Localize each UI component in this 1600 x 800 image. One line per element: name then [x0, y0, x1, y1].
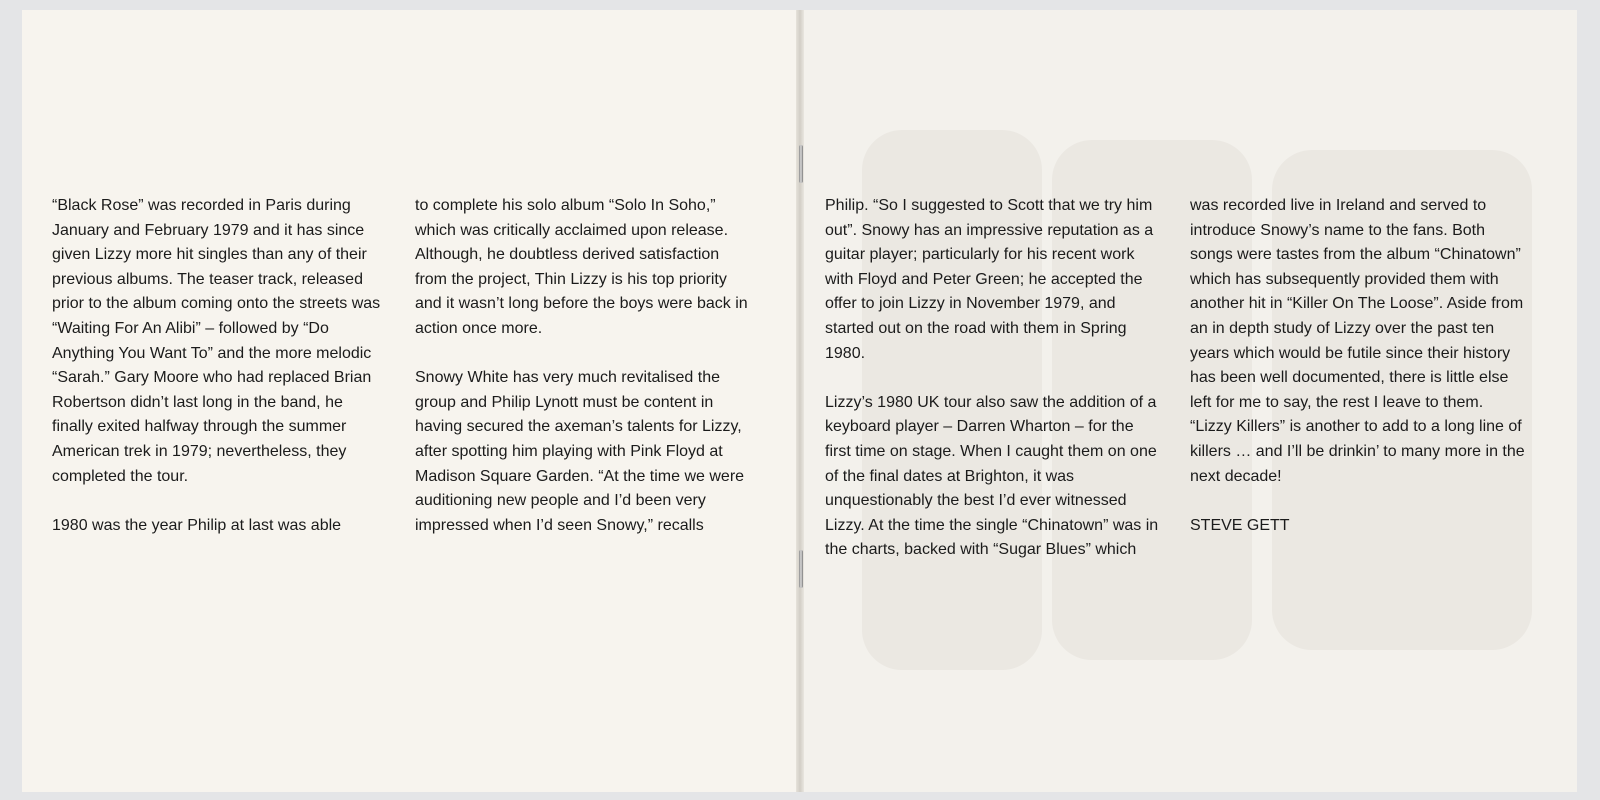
staple-top — [799, 145, 803, 183]
paragraph: to complete his solo album “Solo In Soho,” which was critically acclaimed upon release. Although, he doubtless derived satisfaction from the project, Thin Lizzy is his top priority and it wasn’t long before the boys were back in action once more. — [415, 197, 748, 337]
paragraph: was recorded live in Ireland and served to introduce Snowy’s name to the fans. Both songs were tastes from the album “Chinatown” which has subsequently provided them with another hit in “Killer On The Loose”. Aside from an in depth study of Lizzy over the past ten years which would be futile since their history has been well documented, there is little else left for me to say, the rest I leave to them. “Lizzy Killers” is another to add to a long line of killers … and I’ll be drinkin’ to many more in the next decade! — [1190, 197, 1525, 485]
text-column-3 — [825, 194, 1160, 563]
text-column-2 — [415, 194, 750, 538]
booklet-spine — [796, 10, 804, 792]
paragraph: “Black Rose” was recorded in Paris during January and February 1979 and it has since given Lizzy more hit singles than any of their previous albums. The teaser track, released prior to the album coming onto the streets was “Waiting For An Alibi” – followed by “Do Anything You Want To” and the more melodic “Sarah.” Gary Moore who had replaced Brian Robertson didn’t last long in the band, he finally exited halfway through the summer American trek in 1979; nevertheless, they completed the tour. — [52, 197, 381, 485]
cd-booklet-spread — [22, 10, 1577, 792]
paragraph: Philip. “So I suggested to Scott that we try him out”. Snowy has an impressive reputation as a guitar player; particularly for his recent work with Floyd and Peter Green; he accepted the offer to join Lizzy in November 1979, and started out on the road with them in Spring 1980. — [825, 197, 1154, 362]
text-column-4 — [1190, 194, 1525, 538]
text-column-1 — [52, 194, 387, 538]
paragraph: Snowy White has very much revitalised the group and Philip Lynott must be content in having secured the axeman’s talents for Lizzy, after spotting him playing with Pink Floyd at Madison Square Garden. “At the time we were auditioning new people and I’d been very impressed when I’d seen Snowy,” recalls — [415, 369, 745, 534]
staple-bottom — [799, 550, 803, 588]
author-signature: STEVE GETT — [1190, 516, 1290, 534]
paragraph: 1980 was the year Philip at last was able — [52, 516, 342, 534]
paragraph: Lizzy’s 1980 UK tour also saw the addition of a keyboard player – Darren Wharton – for the first time on stage. When I caught them on one of the final dates at Brighton, it was unquestionably the best I’d ever witnessed Lizzy. At the time the single “Chinatown” was in the charts, backed with “Sugar Blues” which — [825, 393, 1159, 559]
